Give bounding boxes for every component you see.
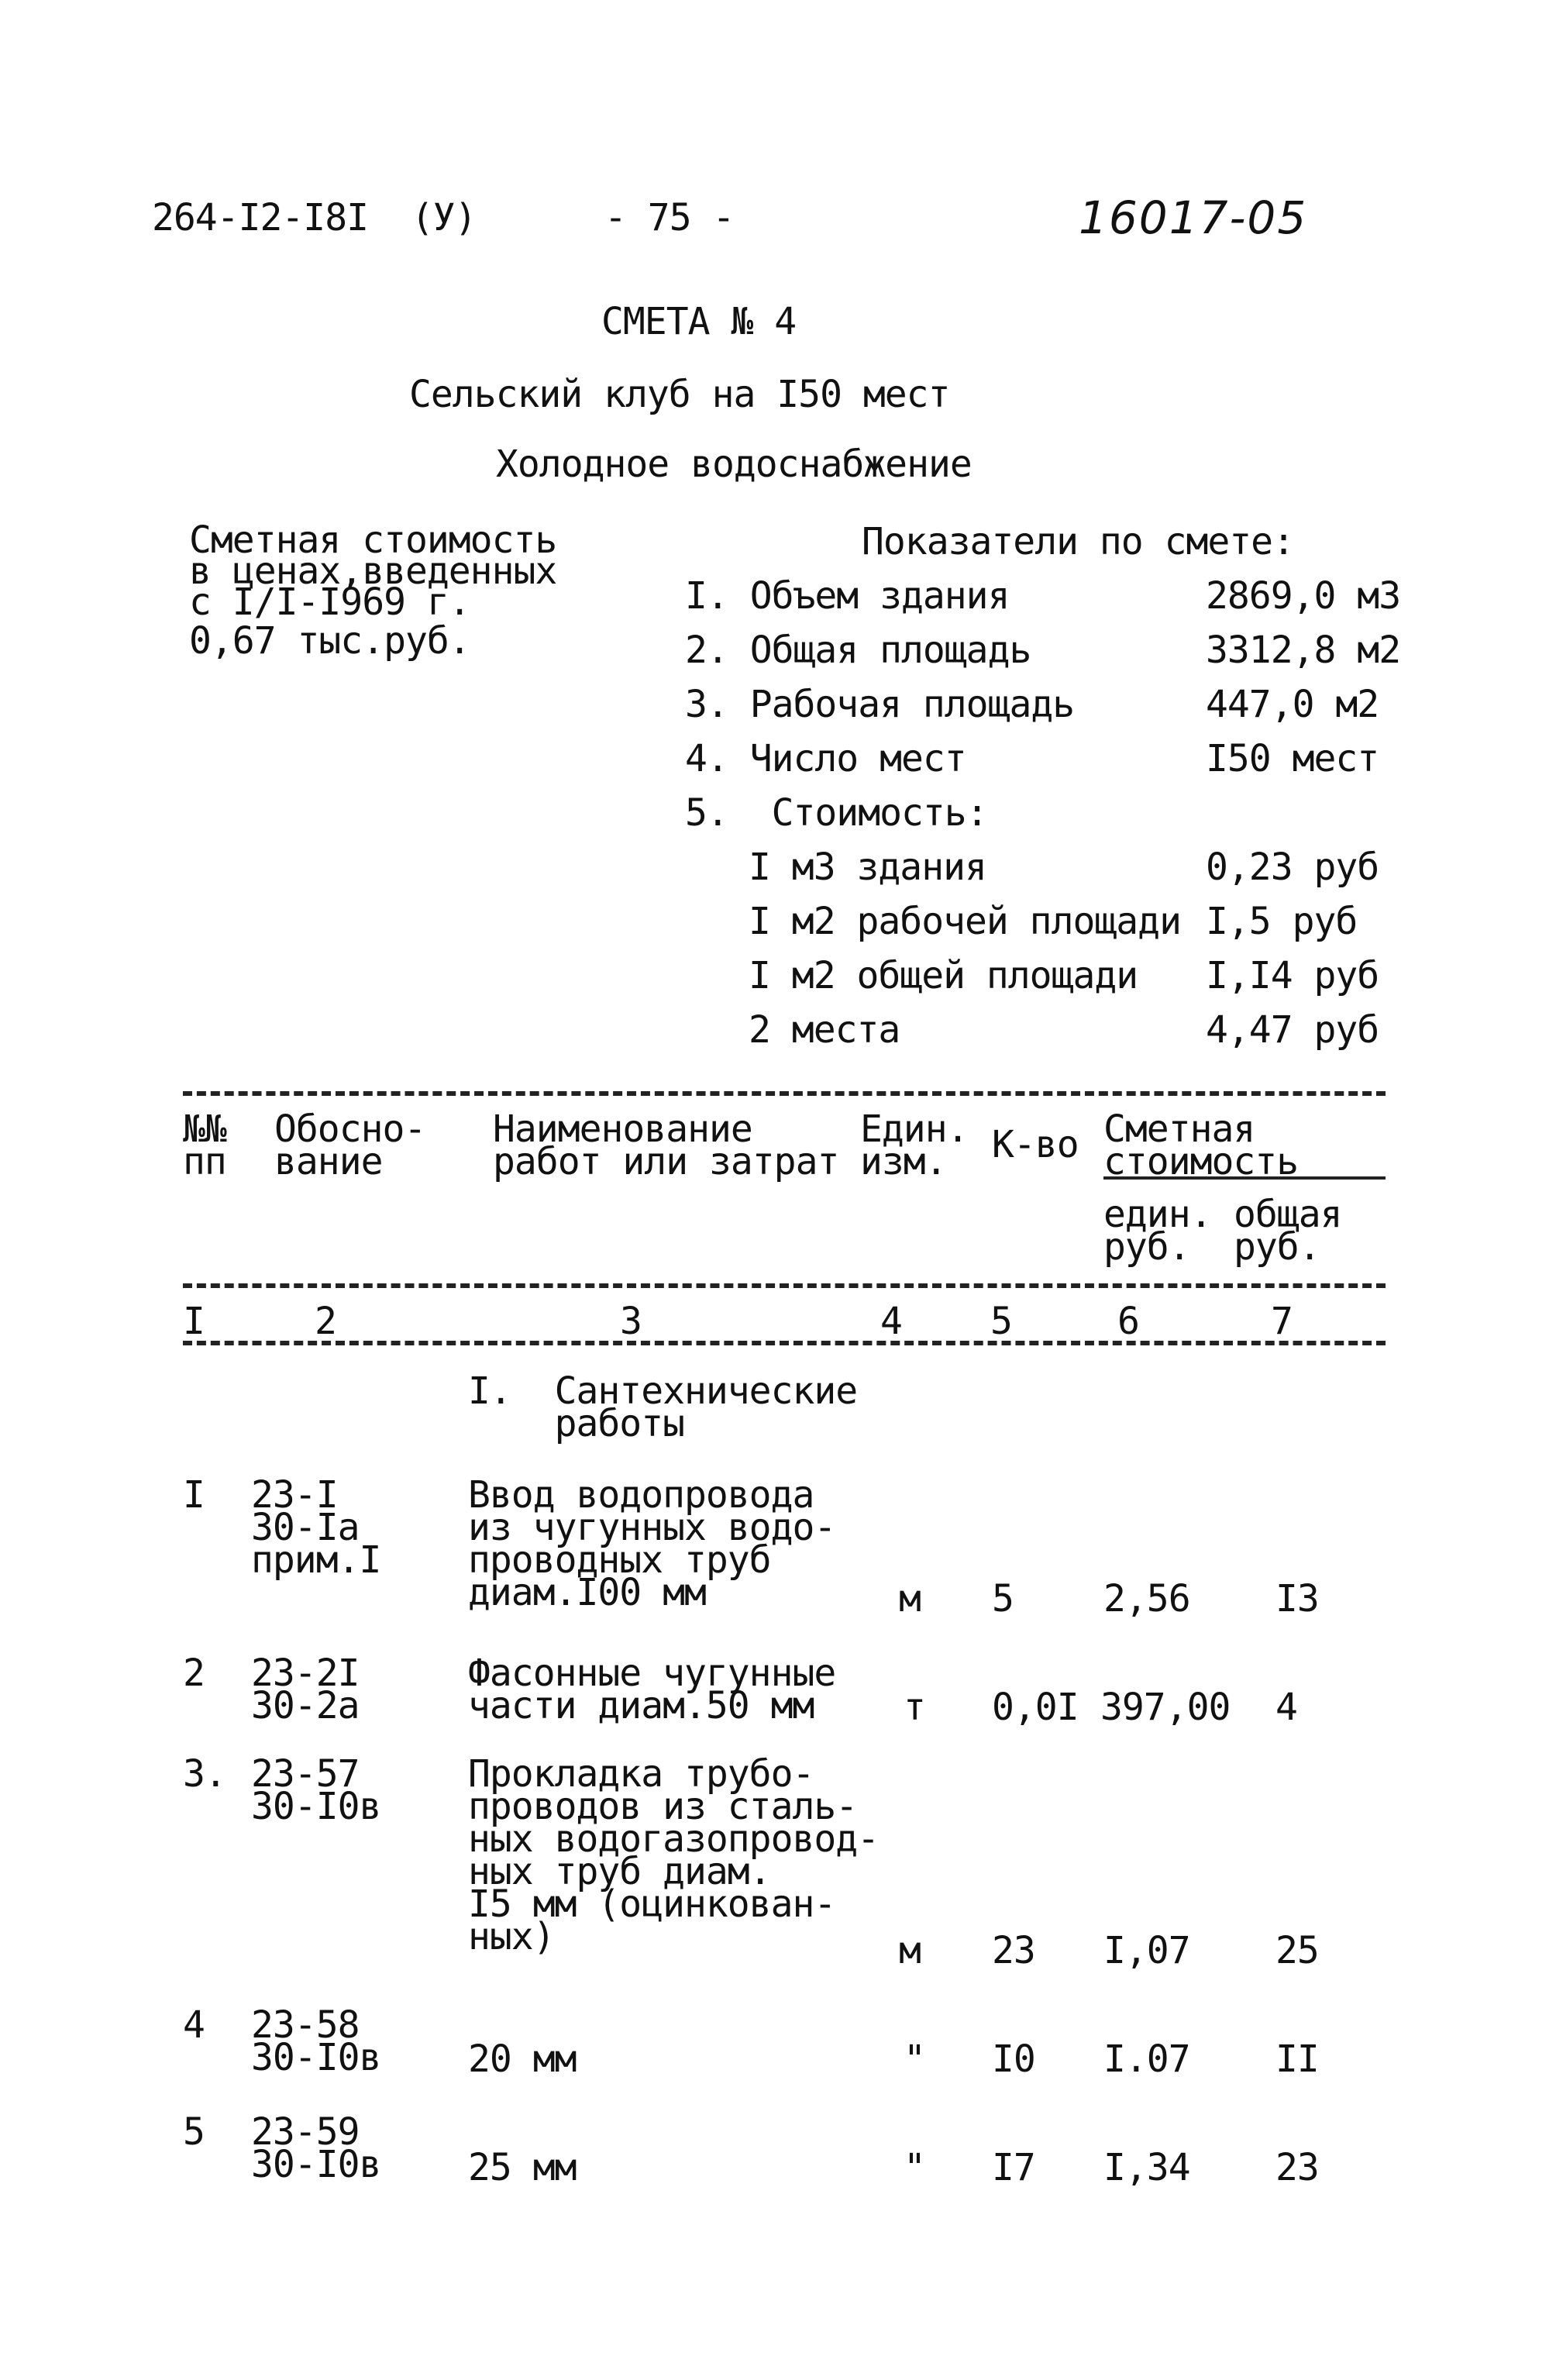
column-number: 5 (990, 1300, 1012, 1343)
row-num: I (183, 1473, 205, 1517)
row-total: 23 (1275, 2146, 1319, 2189)
column-number: 6 (1117, 1300, 1139, 1343)
column-numbers-rule (183, 1341, 1386, 1345)
cost-line: с I/I-I969 г. (189, 580, 470, 624)
indicator-value: 2869,0 м3 (1206, 574, 1401, 618)
row-name: Ввод водопровода из чугунных водо- проводных труб диам.I00 мм (468, 1473, 836, 1614)
column-number: 3 (620, 1300, 642, 1343)
row-qty: I7 (992, 2146, 1035, 2189)
section-title: Холодное водоснабжение (496, 443, 972, 486)
header-qty: К-во (992, 1123, 1079, 1166)
object-title: Сельский клуб на I50 мест (409, 373, 950, 416)
row-total: 4 (1275, 1686, 1297, 1729)
column-number: I (183, 1300, 205, 1343)
column-number: 4 (880, 1300, 902, 1343)
row-unit: т (904, 1686, 925, 1729)
cost-line: Сметная стоимость (189, 518, 557, 562)
row-qty: 0,0I (992, 1686, 1079, 1729)
indicators-heading: Показатели по смете: (862, 520, 1294, 563)
row-name: 25 мм (468, 2146, 577, 2189)
header-total: общая руб. (1234, 1193, 1342, 1269)
page-number: - 75 - (604, 196, 735, 239)
table-header-rule (183, 1283, 1386, 1288)
row-basis: 23-57 30-I0в (251, 1752, 381, 1828)
table-top-rule (183, 1091, 1386, 1096)
estimate-title: СМЕТА № 4 (601, 300, 797, 343)
row-total: II (1275, 2037, 1319, 2081)
row-name: Фасонные чугунные части диам.50 мм (468, 1652, 836, 1727)
row-name: 20 мм (468, 2037, 577, 2081)
column-number: 2 (315, 1300, 336, 1343)
row-qty: 23 (992, 1929, 1035, 1972)
row-name: Прокладка трубо- проводов из сталь- ных водогазопровод- ных труб диам. I5 мм (оцинкован- ных) (468, 1752, 880, 1958)
row-total: 25 (1275, 1929, 1319, 1972)
indicator-label: 4. Число мест (685, 737, 966, 780)
indicator-value: I50 мест (1206, 737, 1379, 780)
indicator-label: I. Объем здания (685, 574, 1010, 618)
row-total: I3 (1275, 1577, 1319, 1621)
handwritten-inventory-number: 16017-05 (1079, 191, 1308, 244)
header-cost: Сметная стоимость (1103, 1107, 1299, 1183)
row-unit: " (904, 2146, 925, 2189)
indicator-label: 3. Рабочая площадь (685, 683, 1075, 726)
row-price: 397,00 (1100, 1686, 1231, 1729)
header-unit: Един. изм. (860, 1107, 969, 1183)
row-num: 2 (183, 1652, 205, 1695)
header-name: Наименование работ или затрат (493, 1107, 839, 1183)
row-basis: 23-I 30-Iа прим.I (251, 1473, 381, 1582)
indicator-value: 4,47 руб (1206, 1008, 1379, 1052)
indicator-label: 5. Стоимость: (685, 791, 988, 835)
row-price: 2,56 (1103, 1577, 1190, 1621)
indicator-value: 0,23 руб (1206, 846, 1379, 889)
row-price: I,34 (1103, 2146, 1190, 2189)
row-price: I.07 (1103, 2037, 1190, 2081)
cost-line: в ценах,введенных (189, 549, 557, 593)
row-num: 5 (183, 2110, 205, 2154)
indicator-label: 2 места (749, 1008, 900, 1052)
indicator-label: I м2 общей площади (749, 954, 1138, 997)
header-num: №№ пп (183, 1107, 226, 1183)
row-qty: I0 (992, 2037, 1035, 2081)
row-price: I,07 (1103, 1929, 1190, 1972)
table-section-title: I. Сантехнические работы (468, 1369, 858, 1445)
row-unit: м (899, 1577, 921, 1621)
header-cost-underline (1103, 1176, 1386, 1180)
cost-line: 0,67 тыс.руб. (189, 619, 470, 663)
row-basis: 23-59 30-I0в (251, 2110, 381, 2186)
row-qty: 5 (992, 1577, 1014, 1621)
indicator-value: 3312,8 м2 (1206, 629, 1401, 672)
row-basis: 23-58 30-I0в (251, 2003, 381, 2079)
indicator-label: I м2 рабочей площади (749, 900, 1181, 943)
indicator-value: I,5 руб (1206, 900, 1358, 943)
header-basis: Обосно- вание (274, 1107, 426, 1183)
row-unit: " (904, 2037, 925, 2081)
header-unit-price: един. руб. (1103, 1193, 1212, 1269)
row-basis: 23-2I 30-2а (251, 1652, 360, 1727)
indicator-value: I,I4 руб (1206, 954, 1379, 997)
indicator-value: 447,0 м2 (1206, 683, 1379, 726)
indicator-label: I м3 здания (749, 846, 986, 889)
indicator-label: 2. Общая площадь (685, 629, 1031, 672)
row-num: 4 (183, 2003, 205, 2047)
row-num: 3. (183, 1752, 226, 1796)
column-number: 7 (1271, 1300, 1293, 1343)
row-unit: м (899, 1929, 921, 1972)
document-code: 264-I2-I8I (У) (152, 196, 477, 239)
